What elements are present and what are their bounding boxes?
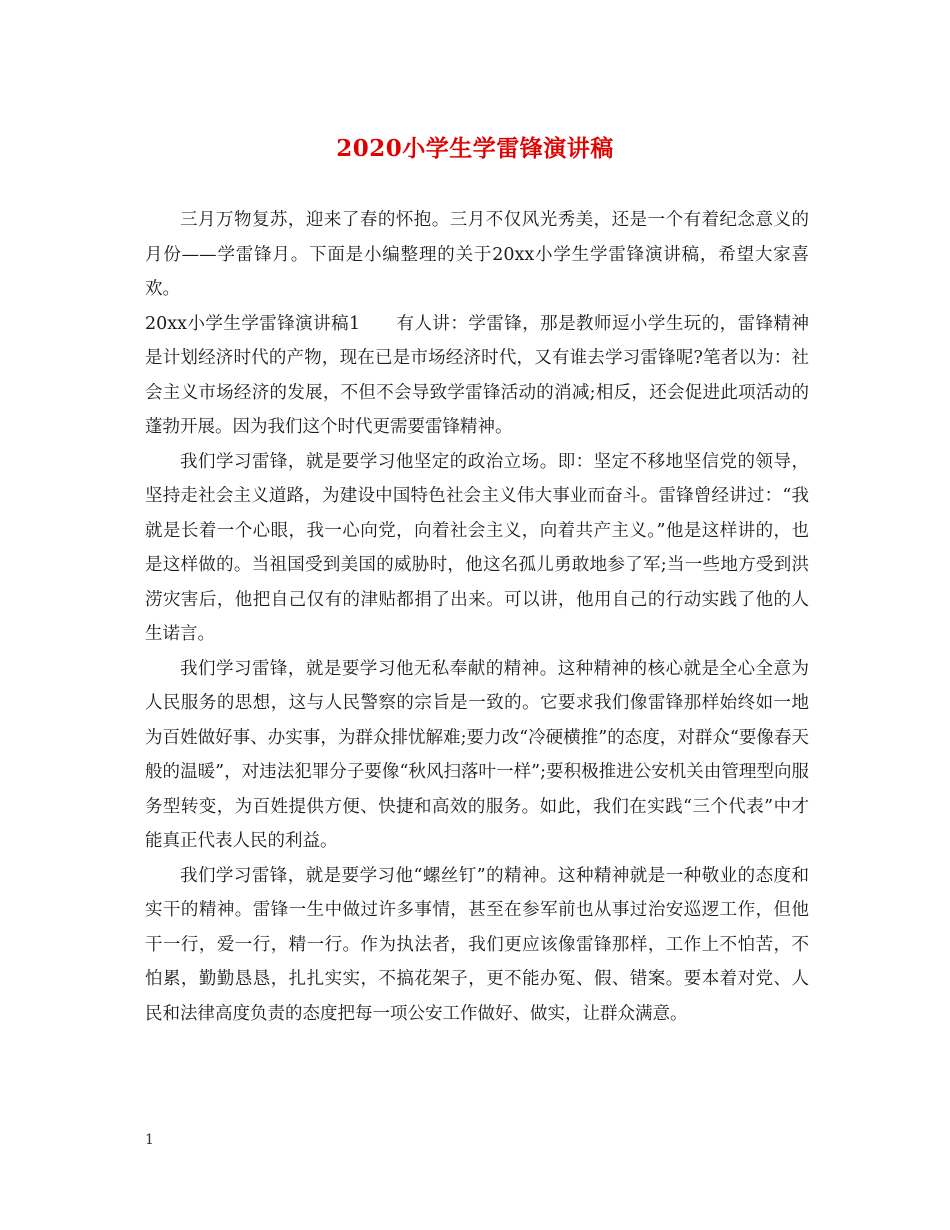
paragraph-screw-spirit: 我们学习雷锋，就是要学习他“螺丝钉”的精神。这种精神就是一种敬业的态度和实干的精神。雷锋一生中做过许多事情，甚至在参军前也从事过治安巡逻工作，但他干一行，爱一行，精一行。作为执法者，我们更应该像雷锋那样，工作上不怕苦，不怕累，勤勤恳恳，扎扎实实，不搞花架子，更不能办冤、假、错案。要本着对党、人民和法律高度负责的态度把每一项公安工作做好、做实，让群众满意。	[145, 865, 809, 1024]
paragraph-selfless-dedication: 我们学习雷锋，就是要学习他无私奉献的精神。这种精神的核心就是全心全意为人民服务的思想，这与人民警察的宗旨是一致的。它要求我们像雷锋那样始终如一地为百姓做好事、办实事，为群众排忧解难;要力改“冷硬横推”的态度，对群众“要像春天般的温暖”，对违法犯罪分子要像“秋风扫落叶一样”;要积极推进公安机关由管理型向服务型转变，为百姓提供方便、快捷和高效的服务。如此，我们在实践“三个代表”中才能真正代表人民的利益。	[145, 658, 809, 851]
paragraph-intro: 三月万物复苏，迎来了春的怀抱。三月不仅风光秀美，还是一个有着纪念意义的月份——学雷锋月。下面是小编整理的关于20xx小学生学雷锋演讲稿，希望大家喜欢。	[145, 210, 809, 299]
document-body	[145, 203, 809, 1031]
page-number: 1	[145, 1132, 154, 1148]
paragraph-speech-heading: 20xx小学生学雷锋演讲稿1 有人讲：学雷锋，那是教师逗小学生玩的，雷锋精神是计划经济时代的产物，现在已是市场经济时代，又有谁去学习雷锋呢?笔者以为：社会主义市场经济的发展，不但不会导致学雷锋活动的消减;相反，还会促进此项活动的蓬勃开展。因为我们这个时代更需要雷锋精神。	[145, 313, 809, 437]
document-title: 2020小学生学雷锋演讲稿	[336, 135, 614, 162]
paragraph-political-stance: 我们学习雷锋，就是要学习他坚定的政治立场。即：坚定不移地坚信党的领导，坚持走社会主义道路，为建设中国特色社会主义伟大事业而奋斗。雷锋曾经讲过：“我就是长着一个心眼，我一心向党，向着社会主义，向着共产主义。”他是这样讲的，也是这样做的。当祖国受到美国的威胁时，他这名孤儿勇敢地参了军;当一些地方受到洪涝灾害后，他把自己仅有的津贴都捐了出来。可以讲，他用自己的行动实践了他的人生诺言。	[145, 451, 809, 644]
